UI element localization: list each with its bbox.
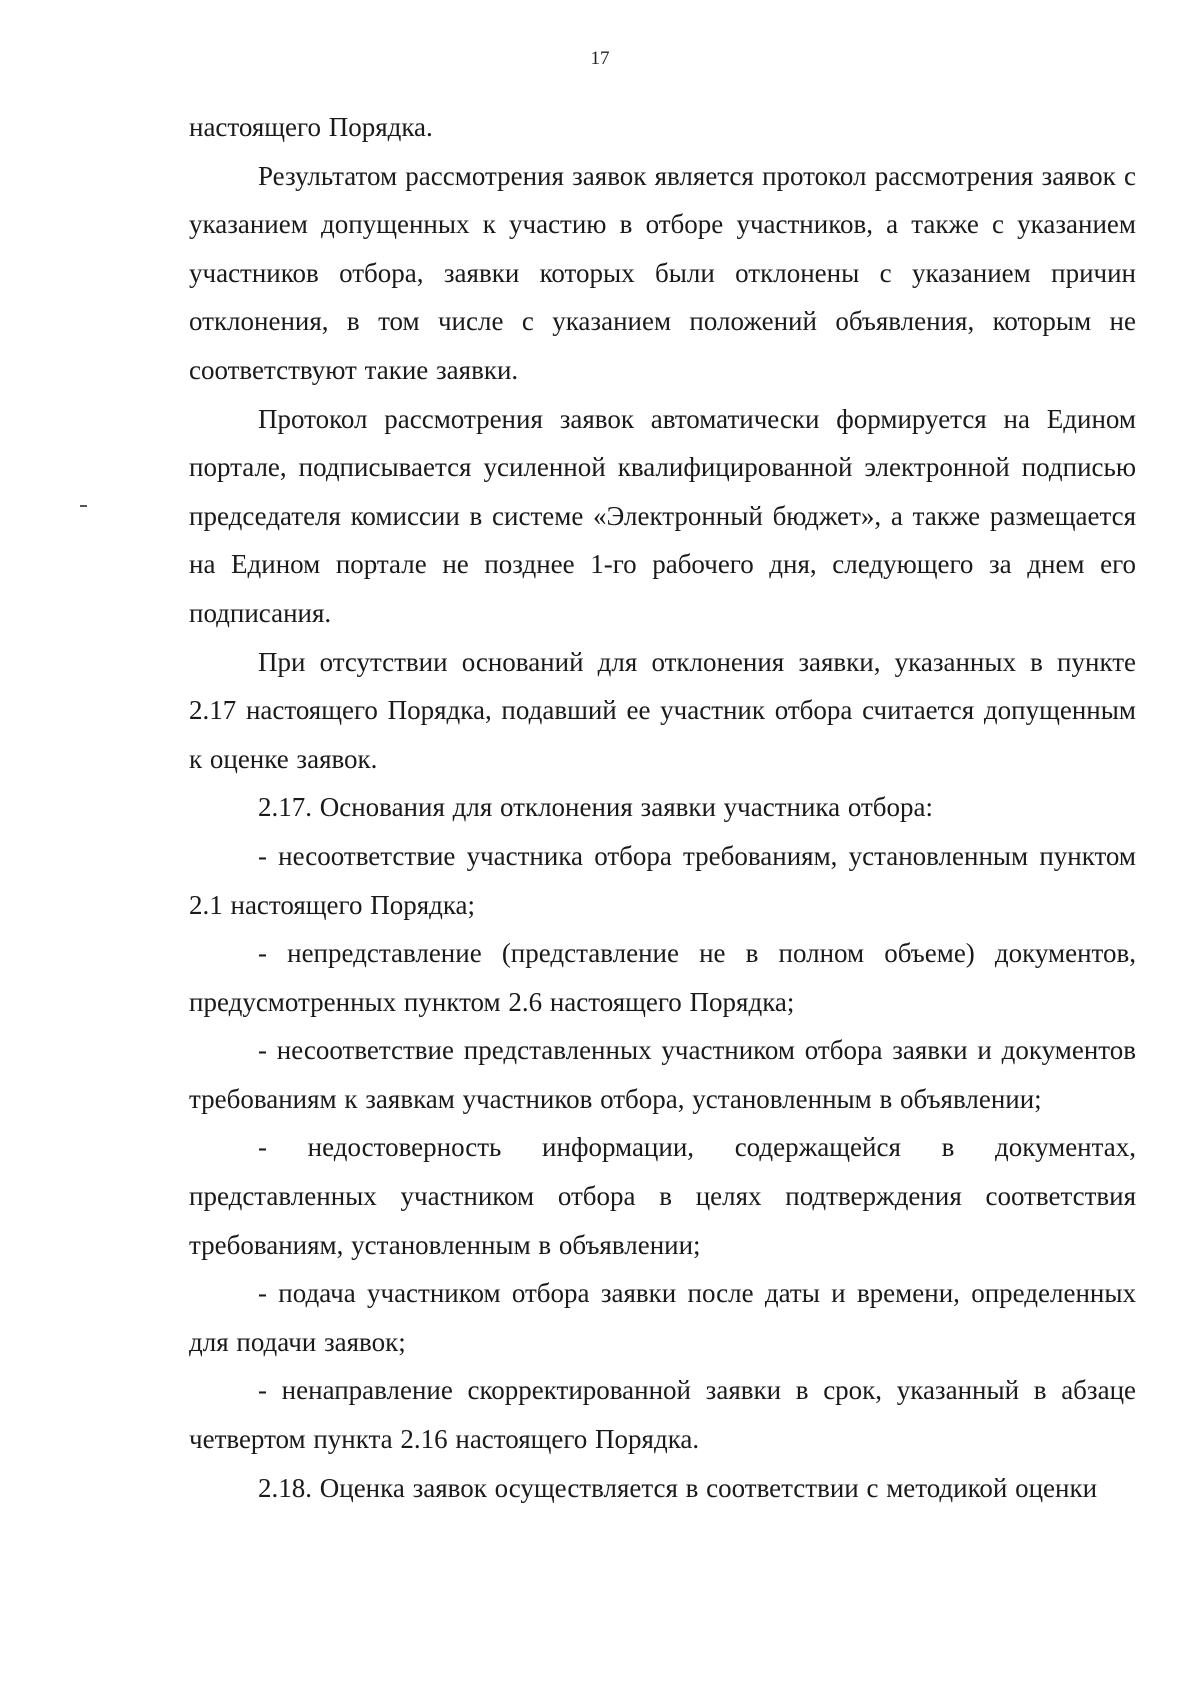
list-item-mismatch-requirements: - несоответствие участника отбора требованиям, установленным пунктом 2.1 настоящего Порядка; xyxy=(189,840,1136,920)
section-2-18-start: 2.18. Оценка заявок осуществляется в соответствии с методикой оценки xyxy=(258,1472,1098,1503)
list-item-late-submission: - подача участником отбора заявки после даты и времени, определенных для подачи заявок; xyxy=(189,1278,1136,1357)
document-body xyxy=(189,103,1136,1512)
margin-mark xyxy=(80,505,87,507)
section-2-17-heading: 2.17. Основания для отклонения заявки участника отбора: xyxy=(258,792,934,823)
list-item-missing-documents: - непредставление (представление не в полном объеме) документов, предусмотренных пунктом 2.6 настоящего Порядка; xyxy=(189,938,1136,1017)
list-item-documents-mismatch: - несоответствие представленных участником отбора заявки и документов требованиям к заявкам участников отбора, установленным в объявлении; xyxy=(189,1035,1136,1114)
list-item-no-corrected-application: - ненаправление скорректированной заявки в срок, указанный в абзаце четвертом пункта 2.16 настоящего Порядка. xyxy=(189,1375,1136,1455)
page-number: 17 xyxy=(590,48,610,69)
paragraph-review-result: Результатом рассмотрения заявок является протокол рассмотрения заявок с указанием допущенных к участию в отборе участников, а также с указанием участников отбора, заявки которых были отклонены с указанием причин отклонения, в том числе с указанием положений объявления, которым не соответствуют такие заявки. xyxy=(189,160,1136,385)
paragraph-protocol: Протокол рассмотрения заявок автоматически формируется на Едином портале, подписывается усиленной квалифицированной электронной подписью председателя комиссии в системе «Электронный бюджет», а также размещается на Едином портале не позднее 1-го рабочего дня, следующего за днем его подписания. xyxy=(189,403,1136,628)
paragraph-continuation: настоящего Порядка. xyxy=(189,112,433,142)
list-item-false-information: - недостоверность информации, содержащейся в документах, представленных участником отбора в целях подтверждения соответствия требованиям, установленным в объявлении; xyxy=(189,1132,1136,1260)
paragraph-no-grounds: При отсутствии оснований для отклонения заявки, указанных в пункте 2.17 настоящего Порядка, подавший ее участник отбора считается допущенным к оценке заявок. xyxy=(189,646,1136,774)
